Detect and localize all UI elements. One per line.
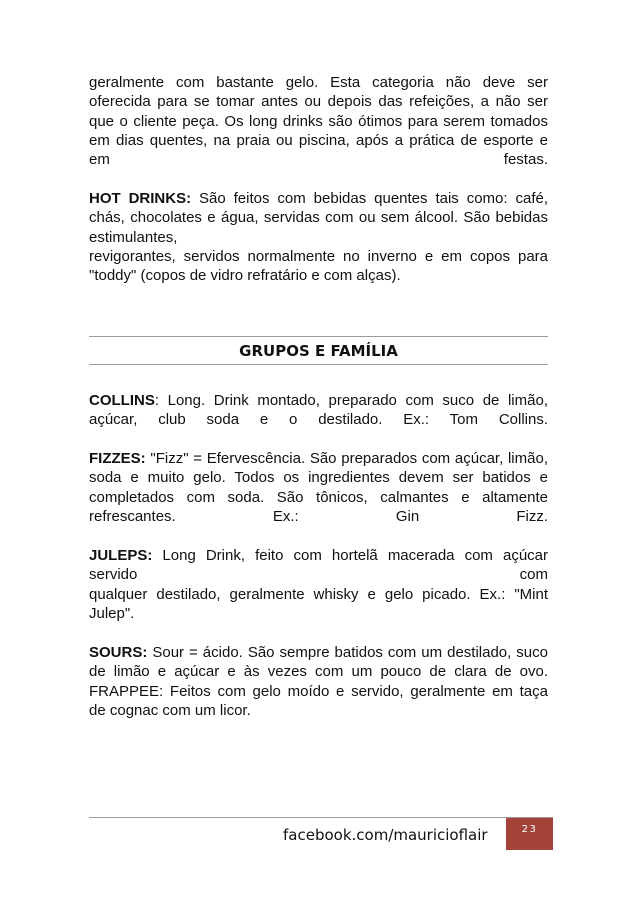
hot-drinks-line: revigorantes, servidos normalmente no inverno e em copos para [89,247,548,265]
hot-drinks-line: "toddy" (copos de vidro refratário e com alças). [89,267,401,285]
fizzes-paragraph [89,449,548,526]
sours-line: de cognac com um licor. [89,701,251,719]
juleps-paragraph [89,546,548,623]
page-number-badge [506,818,553,850]
intro-paragraph [89,73,548,169]
collins-line: açúcar, club soda e o destilado. Ex.: Tom Collins. [89,411,548,429]
intro-line: que o cliente peça. Os long drinks são ótimos para serem tomados [89,112,548,130]
collins-text: : Long. Drink montado, preparado com suco de limão, [154,392,548,409]
collins-paragraph [89,391,548,430]
fizzes-line: completados com soda. São tônicos, calmantes e altamente [89,488,548,506]
collins-label: COLLINS [89,392,155,409]
juleps-line: servido com [89,566,548,584]
hot-drinks-paragraph [89,189,548,285]
juleps-label: JULEPS: [89,547,153,564]
hot-drinks-line: estimulantes, [89,228,178,246]
juleps-text: Long Drink, feito com hortelã macerada com açúcar [152,547,548,564]
sours-label: SOURS: [89,644,148,661]
footer-rule [89,817,553,818]
section-heading: GRUPOS E FAMÍLIA [239,342,398,360]
hot-drinks-label: HOT DRINKS: [89,190,192,207]
heading-bottom-rule [89,364,548,365]
juleps-line: Julep". [89,604,135,622]
fizzes-line: refrescantes. Ex.: Gin Fizz. [89,507,548,525]
sours-line: FRAPPEE: Feitos com gelo moído e servido, geralmente em taça [89,682,548,700]
intro-line: geralmente com bastante gelo. Esta categoria não deve ser [89,74,548,91]
juleps-line: qualquer destilado, geralmente whisky e gelo picado. Ex.: "Mint [89,585,548,603]
fizzes-text: "Fizz" = Efervescência. São preparados com açúcar, limão, [145,450,548,467]
intro-line: em festas. [89,151,548,169]
fizzes-line: soda e muito gelo. Todos os ingredientes devem ser batidos e [89,469,548,487]
sours-line: de limão e açúcar e às vezes com um pouco de clara de ovo. [89,663,548,681]
intro-line: oferecida para se tomar antes ou depois das refeições, a não ser [89,93,548,111]
sours-text: Sour = ácido. São sempre batidos com um destilado, suco [147,644,548,661]
heading-top-rule [89,336,548,337]
fizzes-label: FIZZES: [89,450,146,467]
hot-drinks-line: chás, chocolates e água, servidas com ou sem álcool. São bebidas [89,209,548,227]
hot-drinks-text: São feitos com bebidas quentes tais como: café, [191,190,548,207]
footer-link[interactable]: facebook.com/mauricioflair [283,826,488,844]
page-number: 23 [521,824,538,835]
intro-line: em dias quentes, na praia ou piscina, após a prática de esporte e [89,131,548,149]
sours-paragraph [89,643,548,720]
